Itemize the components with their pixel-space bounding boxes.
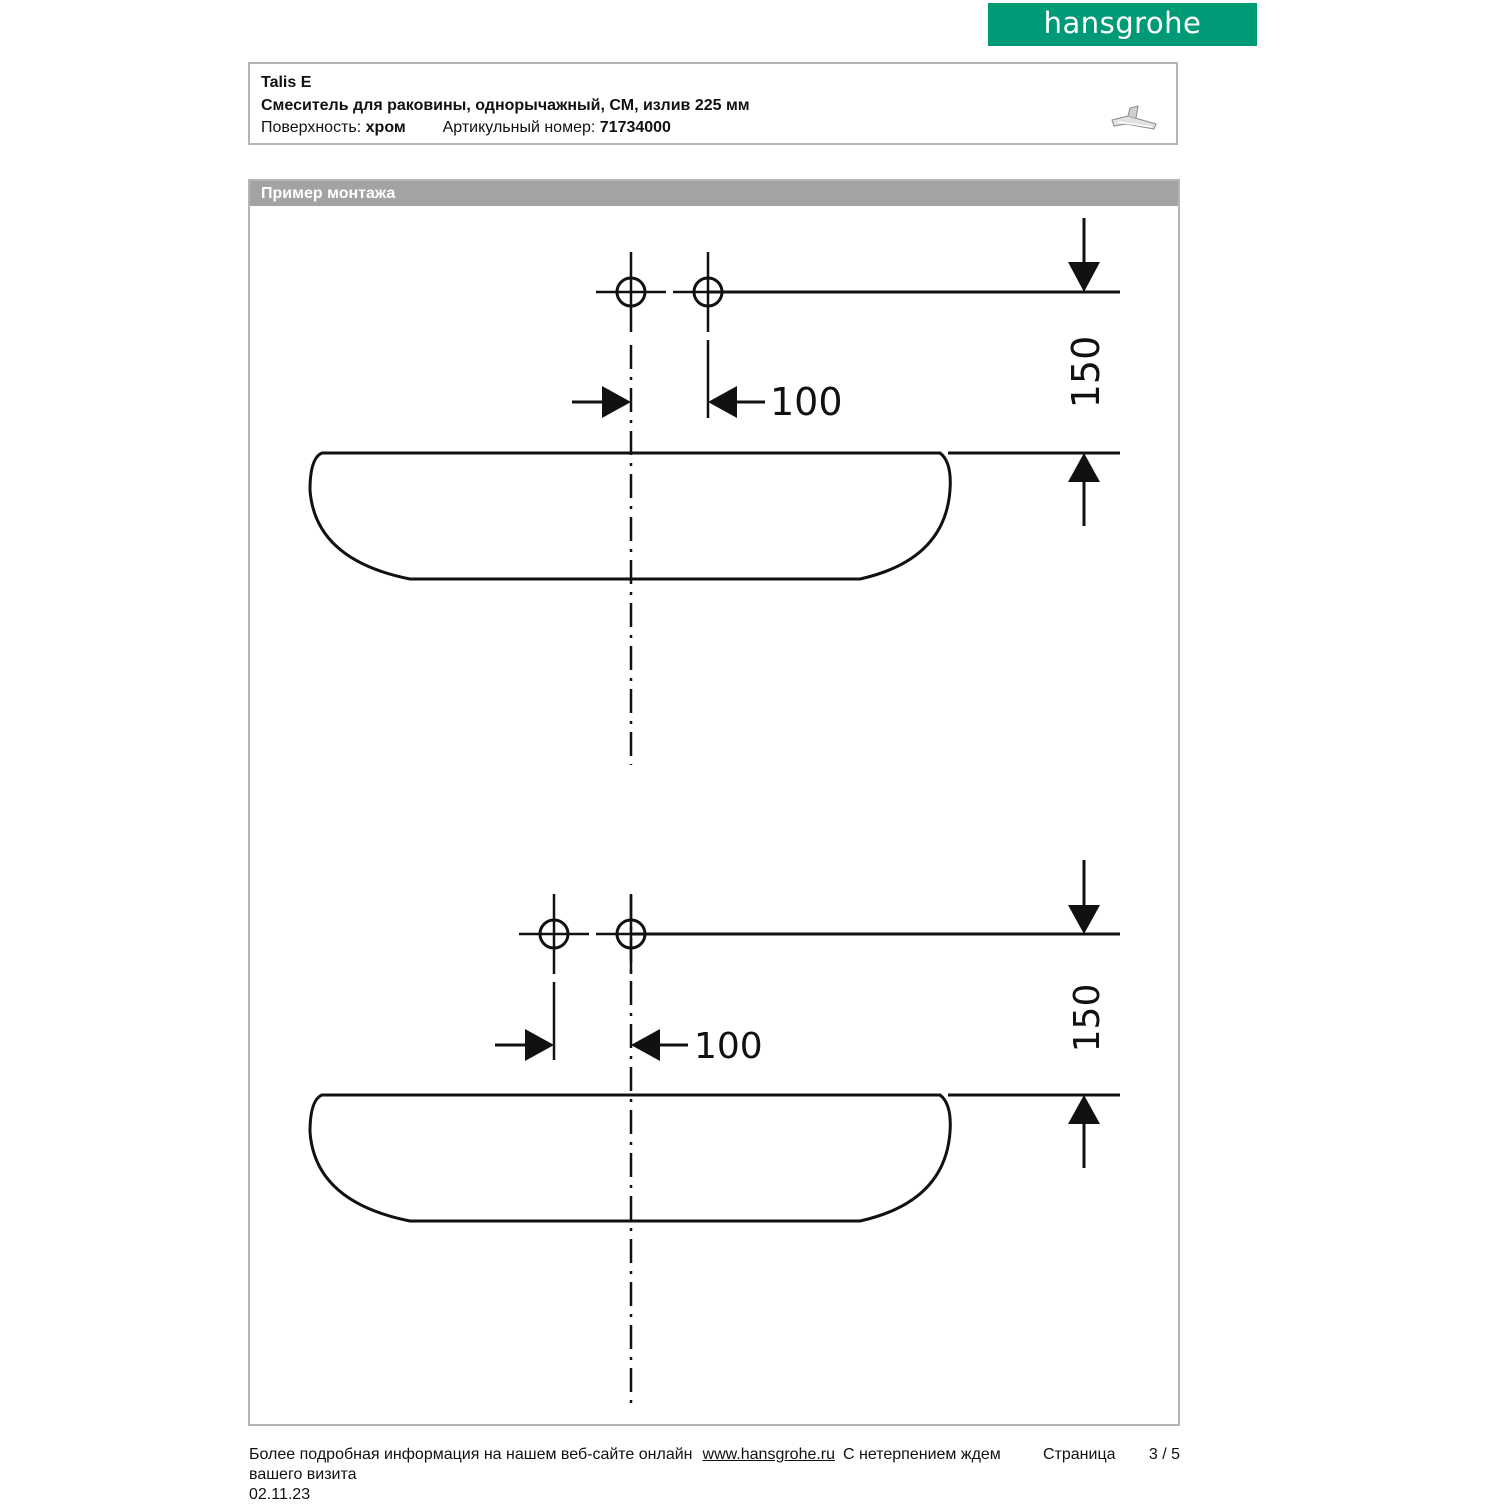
page-label: Страница: [1043, 1446, 1116, 1463]
surface-label: Поверхность:: [261, 119, 362, 136]
product-description: Смеситель для раковины, однорычажный, СМ, излив 225 мм: [261, 97, 750, 114]
page-number: 3 / 5: [1148, 1446, 1180, 1463]
footer-info-text: Более подробная информация на нашем веб-сайте онлайн: [249, 1446, 693, 1463]
footer-invite-text-2: вашего визита: [249, 1466, 357, 1483]
dimension-arrow: [1068, 453, 1100, 482]
website-link[interactable]: www.hansgrohe.ru: [702, 1446, 836, 1463]
dimension-arrow: [1068, 262, 1100, 292]
article-label: Артикульный номер:: [442, 119, 596, 136]
offset-dimension-label: 100: [770, 380, 843, 424]
height-dimension-label: 150: [1067, 983, 1108, 1053]
faucet-hole-marker: [519, 894, 589, 974]
offset-dimension-label: 100: [694, 1026, 763, 1067]
footer-line-1: [249, 1446, 1180, 1464]
hansgrohe-logo: hansgrohe: [988, 3, 1257, 46]
article-value: 71734000: [599, 119, 671, 136]
dimension-arrow: [631, 1029, 660, 1061]
dimension-arrow: [1068, 1095, 1100, 1124]
section-title: Пример монтажа: [250, 181, 1178, 206]
footer-date: 02.11.23: [249, 1486, 311, 1503]
dimension-arrow: [602, 386, 631, 418]
dimension-arrow: [525, 1029, 554, 1061]
product-name: Talis E: [261, 74, 312, 91]
installation-drawing-2: [310, 860, 1120, 1408]
surface-value: хром: [365, 119, 406, 136]
faucet-hole-marker: [596, 252, 666, 332]
installation-drawing-1: [310, 218, 1120, 765]
dimension-arrow: [1068, 905, 1100, 934]
dimension-arrow: [708, 386, 737, 418]
height-dimension-label: 150: [1064, 335, 1108, 409]
footer-invite-text: С нетерпением ждем: [843, 1446, 1001, 1463]
